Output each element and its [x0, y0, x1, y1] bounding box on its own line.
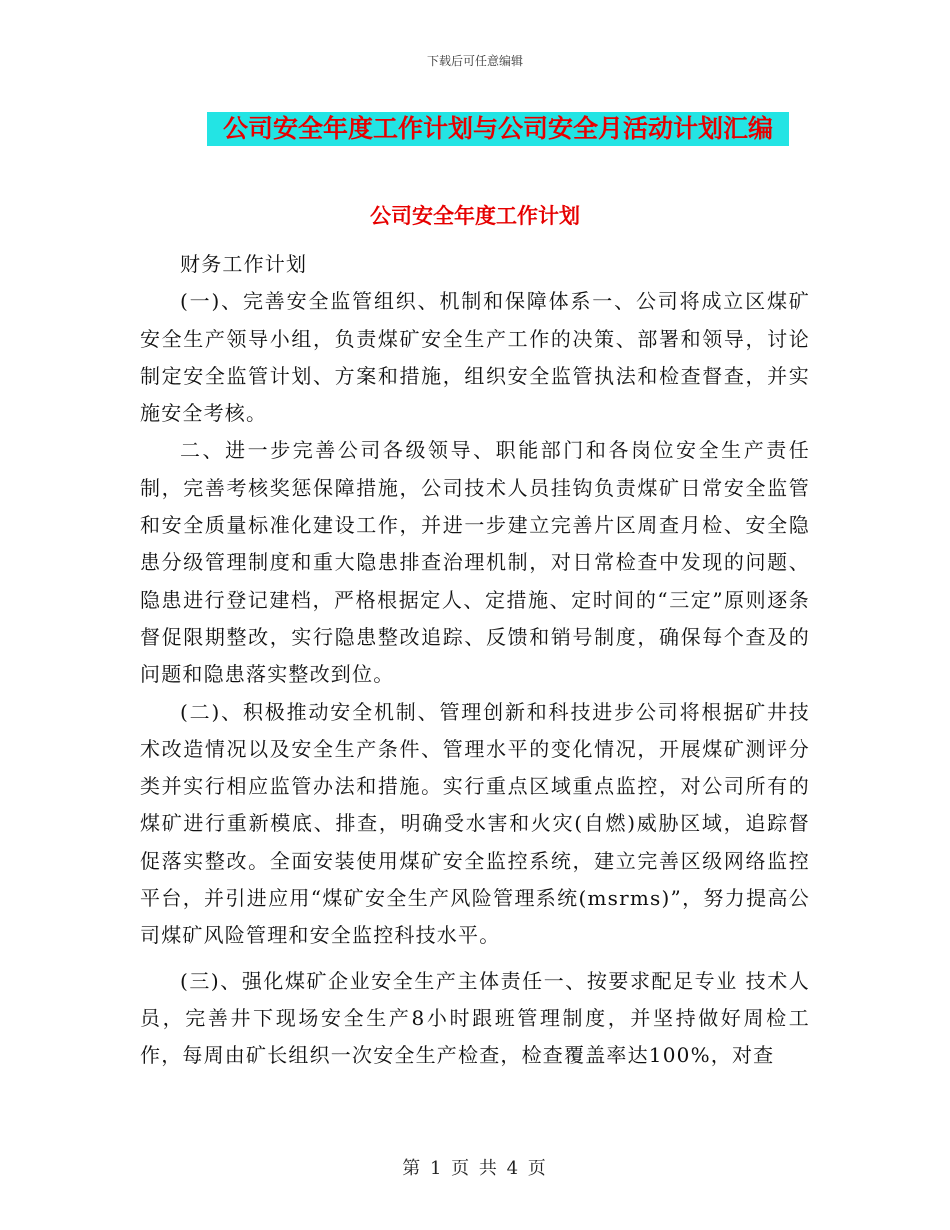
- page-number: 第 1 页 共 4 页: [402, 1158, 548, 1179]
- header-note: 下载后可任意编辑: [426, 54, 523, 68]
- document-body: [140, 246, 810, 1075]
- main-title: 公司安全年度工作计划与公司安全月活动计划汇编: [207, 112, 789, 146]
- paragraph: (三)、强化煤矿企业安全生产主体责任一、按要求配足专业 技术人员，完善井下现场安全生产8小时跟班管理制度，并坚持做好周检工作，每周由矿长组织一次安全生产检查，检查覆盖率达100%，对查: [140, 968, 810, 1068]
- paragraph: (二)、积极推动安全机制、管理创新和科技进步公司将根据矿井技术改造情况以及安全生产条件、管理水平的变化情况，开展煤矿测评分类并实行相应监管办法和措施。实行重点区域重点监控，对公司所有的煤矿进行重新模底、排查，明确受水害和火灾(自燃)威胁区域，追踪督促落实整改。全面安装使用煤矿安全监控系统，建立完善区级网络监控平台，并引进应用“煤矿安全生产风险管理系统(msrms)”，努力提高公司煤矿风险管理和安全监控科技水平。: [140, 699, 810, 948]
- main-title-container: [207, 112, 789, 146]
- section-title: 公司安全年度工作计划: [370, 203, 580, 228]
- paragraph-heading: 财务工作计划: [180, 252, 308, 276]
- paragraph: (一)、完善安全监管组织、机制和保障体系一、公司将成立区煤矿安全生产领导小组，负责煤矿安全生产工作的决策、部署和领导，讨论制定安全监管计划、方案和措施，组织安全监管执法和检查督查，并实施安全考核。: [140, 289, 810, 426]
- paragraph: 二、进一步完善公司各级领导、职能部门和各岗位安全生产责任制，完善考核奖惩保障措施，公司技术人员挂钩负责煤矿日常安全监管和安全质量标准化建设工作，并进一步建立完善片区周查月检、安全隐患分级管理制度和重大隐患排查治理机制，对日常检查中发现的问题、隐患进行登记建档，严格根据定人、定措施、定时间的“三定”原则逐条督促限期整改，实行隐患整改追踪、反馈和销号制度，确保每个查及的问题和隐患落实整改到位。: [140, 438, 810, 687]
